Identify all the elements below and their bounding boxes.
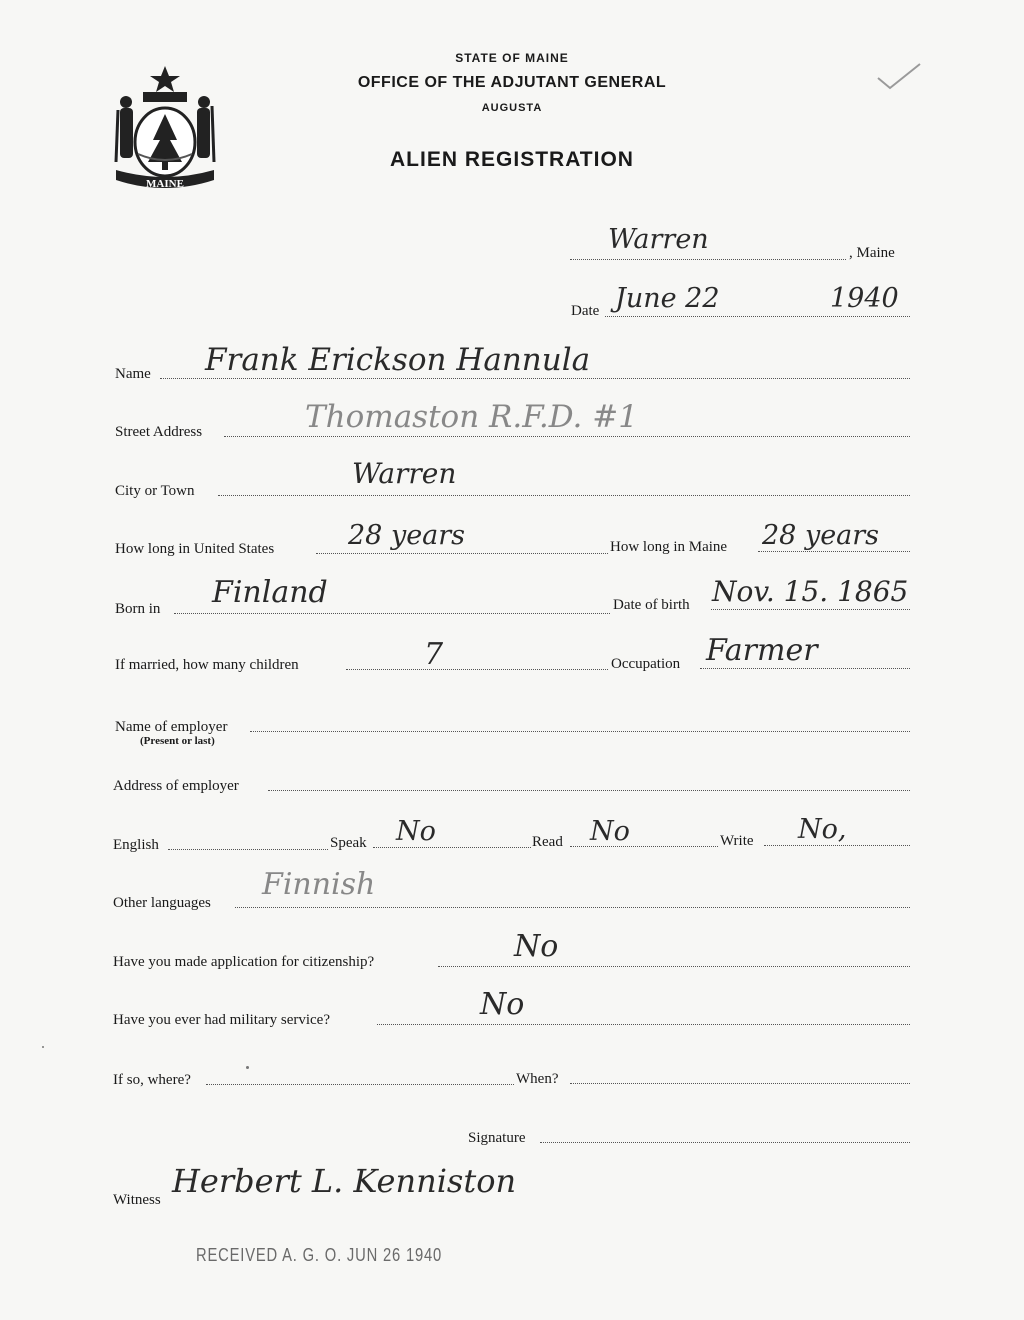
english-line bbox=[168, 849, 328, 850]
write-line bbox=[764, 845, 910, 846]
occupation-line bbox=[700, 668, 910, 669]
other-languages-label: Other languages bbox=[113, 895, 211, 911]
date-value: June 22 bbox=[615, 283, 720, 314]
children-label: If married, how many children bbox=[115, 657, 299, 673]
read-value: No bbox=[590, 816, 630, 847]
maine-label: , Maine bbox=[849, 245, 895, 261]
years-maine-label: How long in Maine bbox=[610, 539, 728, 555]
where-line bbox=[206, 1084, 514, 1085]
received-stamp: RECEIVED A. G. O. JUN 26 1940 bbox=[196, 1245, 443, 1265]
speak-line bbox=[373, 847, 531, 848]
city-heading: AUGUSTA bbox=[481, 102, 543, 114]
born-in-line bbox=[174, 613, 610, 614]
form-title: ALIEN REGISTRATION bbox=[390, 148, 634, 171]
street-value: Thomaston R.F.D. #1 bbox=[305, 399, 638, 435]
ink-speck bbox=[246, 1066, 249, 1069]
write-label: Write bbox=[720, 833, 754, 849]
military-label: Have you ever had military service? bbox=[113, 1012, 330, 1028]
date-of-birth-value: Nov. 15. 1865 bbox=[712, 575, 909, 608]
years-us-line bbox=[316, 553, 608, 554]
date-label: Date bbox=[571, 303, 600, 319]
date-of-birth-line bbox=[711, 609, 910, 610]
state-heading: STATE OF MAINE bbox=[455, 51, 569, 65]
witness-label: Witness bbox=[113, 1192, 161, 1208]
citizenship-value: No bbox=[514, 929, 559, 964]
other-languages-value: Finnish bbox=[262, 867, 376, 902]
signature-line bbox=[540, 1142, 910, 1143]
children-line bbox=[346, 669, 608, 670]
employer-address-line bbox=[268, 790, 910, 791]
years-maine-line bbox=[758, 551, 910, 552]
years-us-label: How long in United States bbox=[115, 541, 275, 557]
other-languages-line bbox=[235, 907, 910, 908]
date-line bbox=[605, 316, 910, 317]
citizenship-label: Have you made application for citizenship? bbox=[113, 954, 375, 970]
when-line bbox=[570, 1083, 910, 1084]
date-year-value: 1940 bbox=[830, 283, 899, 314]
children-value: 7 bbox=[424, 637, 444, 672]
town-value: Warren bbox=[608, 224, 709, 255]
employer-address-label: Address of employer bbox=[113, 778, 239, 794]
street-line bbox=[224, 436, 910, 437]
years-maine-value: 28 years bbox=[762, 520, 880, 551]
military-line bbox=[377, 1024, 910, 1025]
street-label: Street Address bbox=[115, 424, 203, 440]
office-heading: OFFICE OF THE ADJUTANT GENERAL bbox=[357, 74, 667, 91]
speak-label: Speak bbox=[330, 835, 367, 851]
citizenship-line bbox=[438, 966, 910, 967]
read-label: Read bbox=[532, 834, 563, 850]
city-label: City or Town bbox=[115, 483, 195, 499]
date-of-birth-label: Date of birth bbox=[613, 597, 690, 613]
name-line bbox=[160, 378, 910, 379]
employer-label: Name of employer bbox=[115, 719, 228, 735]
write-value: No, bbox=[798, 814, 847, 845]
occupation-value: Farmer bbox=[706, 633, 818, 668]
ink-speck bbox=[42, 1046, 44, 1048]
where-label: If so, where? bbox=[113, 1072, 191, 1088]
employer-line bbox=[250, 731, 910, 732]
english-label: English bbox=[113, 837, 159, 853]
town-line bbox=[570, 259, 846, 260]
military-value: No bbox=[480, 987, 525, 1022]
occupation-label: Occupation bbox=[611, 656, 681, 672]
svg-text:MAINE: MAINE bbox=[146, 178, 184, 190]
witness-value: Herbert L. Kenniston bbox=[172, 1162, 517, 1200]
city-line bbox=[218, 495, 910, 496]
employer-note: (Present or last) bbox=[140, 735, 215, 747]
city-value: Warren bbox=[352, 457, 457, 490]
years-us-value: 28 years bbox=[348, 520, 466, 551]
speak-value: No bbox=[396, 816, 436, 847]
born-in-label: Born in bbox=[115, 601, 161, 617]
signature-label: Signature bbox=[468, 1130, 526, 1146]
when-label: When? bbox=[516, 1071, 559, 1087]
born-in-value: Finland bbox=[212, 575, 328, 610]
name-value: Frank Erickson Hannula bbox=[205, 342, 591, 378]
name-label: Name bbox=[115, 366, 151, 382]
